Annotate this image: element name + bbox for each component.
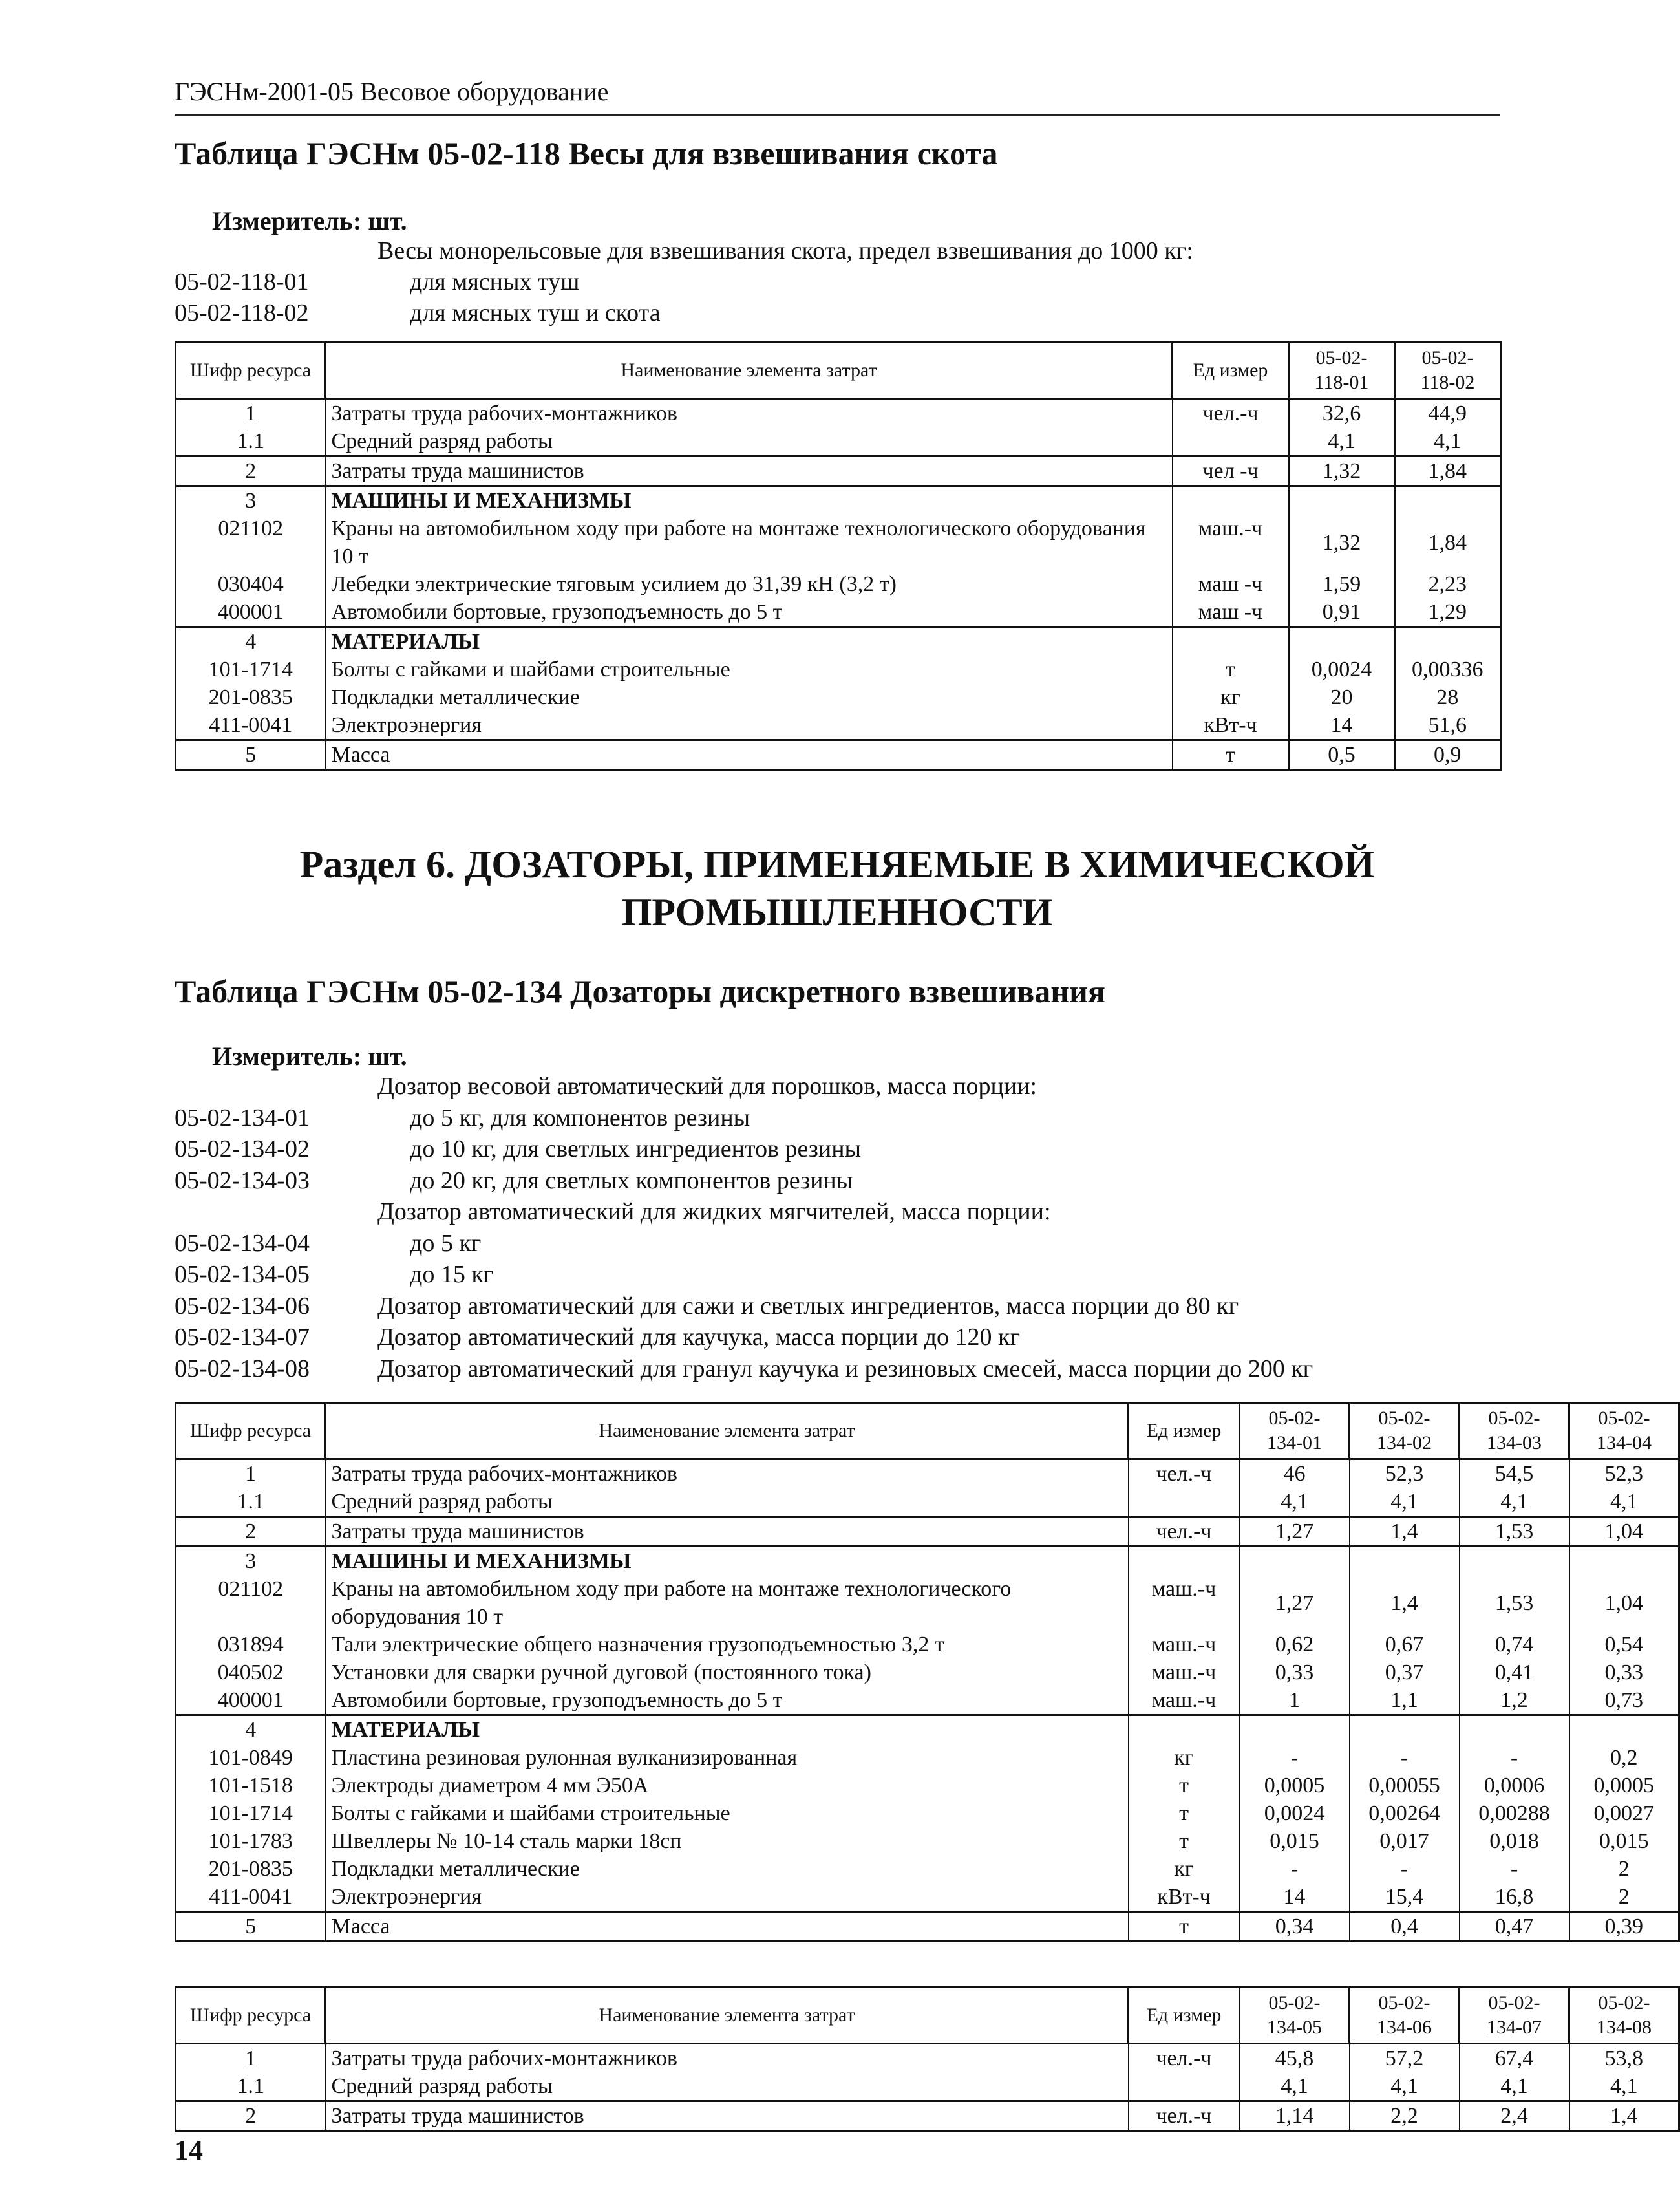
table-row	[176, 1799, 1679, 1827]
norm-value: 1,04	[1569, 1575, 1679, 1631]
norm-value: 0,62	[1240, 1631, 1350, 1658]
table-row	[176, 1772, 1679, 1799]
norm-value	[1395, 486, 1501, 515]
norm-value: 1,1	[1350, 1686, 1460, 1715]
resource-code: 021102	[176, 515, 326, 570]
table-row	[176, 1517, 1679, 1547]
row-group	[176, 2044, 1679, 2101]
norm-value: -	[1240, 1744, 1350, 1772]
column-header: 05-02- 134-08	[1569, 1988, 1679, 2044]
norm-value: -	[1350, 1855, 1460, 1883]
section-title	[175, 841, 1500, 936]
norm-value	[1460, 1547, 1569, 1576]
norm-value: 2,2	[1350, 2101, 1460, 2131]
resource-code: 4	[176, 627, 326, 656]
column-header: 05-02- 134-05	[1240, 1988, 1350, 2044]
resource-code: 1	[176, 1459, 326, 1488]
column-header: 05-02- 134-03	[1460, 1403, 1569, 1459]
norm-value: 1,59	[1289, 570, 1395, 598]
norm-value: 0,00055	[1350, 1772, 1460, 1799]
spec-text: до 20 кг, для светлых компонентов резины	[410, 1166, 853, 1194]
resource-code: 4	[176, 1715, 326, 1744]
column-header: 05-02- 118-02	[1395, 343, 1501, 399]
table-row	[176, 1488, 1679, 1517]
unit-of-measure	[1173, 427, 1289, 456]
norm-value: -	[1350, 1744, 1460, 1772]
norm-value: 0,0024	[1289, 656, 1395, 683]
norm-value: 20	[1289, 683, 1395, 711]
resource-code: 1.1	[176, 1488, 326, 1517]
norm-value: 0,39	[1569, 1912, 1679, 1942]
cost-element-name: Болты с гайками и шайбами строительные	[326, 1799, 1129, 1827]
cost-element-name: Автомобили бортовые, грузоподъемность до 5 т	[326, 598, 1173, 627]
norm-value: 0,37	[1350, 1658, 1460, 1686]
norm-value: 1,14	[1240, 2101, 1350, 2131]
spec-text: до 5 кг, для компонентов резины	[410, 1104, 750, 1132]
norm-value: 0,0006	[1460, 1772, 1569, 1799]
norm-value: 45,8	[1240, 2044, 1350, 2073]
section-title-line: ПРОМЫШЛЕННОСТИ	[621, 891, 1053, 934]
norm-value: 4,1	[1569, 2072, 1679, 2101]
spec-text: Дозатор автоматический для жидких мягчителей, масса порции:	[377, 1198, 1051, 1225]
norm-value: 0,2	[1569, 1744, 1679, 1772]
resource-code: 101-1714	[176, 656, 326, 683]
norm-value: 4,1	[1395, 427, 1501, 456]
table1-title: Таблица ГЭСНм 05-02-118 Весы для взвешивания скота	[175, 135, 998, 171]
unit-of-measure: чел.-ч	[1129, 2101, 1240, 2131]
norm-value: 1,53	[1460, 1517, 1569, 1547]
norm-value: 53,8	[1569, 2044, 1679, 2073]
table-row	[176, 1658, 1679, 1686]
spec-text: до 15 кг	[410, 1261, 494, 1288]
table1-norms	[175, 341, 1502, 771]
norm-value: 0,015	[1240, 1827, 1350, 1855]
table-row	[176, 1912, 1679, 1942]
cost-element-name: Краны на автомобильном ходу при работе на монтаже технологического оборудования 10 т	[326, 1575, 1129, 1631]
table-row	[176, 2044, 1679, 2073]
norm-value: 0,00264	[1350, 1799, 1460, 1827]
row-group	[176, 1517, 1679, 1547]
resource-code: 3	[176, 486, 326, 515]
norm-value: 0,018	[1460, 1827, 1569, 1855]
table-row	[176, 1744, 1679, 1772]
norm-value: 1,4	[1350, 1517, 1460, 1547]
cost-element-name: Электроэнергия	[326, 1883, 1129, 1912]
column-header: 05-02- 134-02	[1350, 1403, 1460, 1459]
spec-text: до 10 кг, для светлых ингредиентов резины	[410, 1135, 862, 1163]
spec-text: Дозатор автоматический для каучука, масса порции до 120 кг	[377, 1324, 1021, 1351]
resource-code: 101-1714	[176, 1799, 326, 1827]
running-head: ГЭСНм-2001-05 Весовое оборудование	[175, 77, 609, 106]
norm-value	[1240, 1547, 1350, 1576]
norm-value	[1569, 1715, 1679, 1744]
resource-code: 201-0835	[176, 683, 326, 711]
spec-code: 05-02-134-02	[175, 1135, 310, 1163]
table-row	[176, 711, 1501, 740]
norm-value: 0,4	[1350, 1912, 1460, 1942]
spec-text: Дозатор автоматический для сажи и светлых ингредиентов, масса порции до 80 кг	[377, 1292, 1239, 1320]
norm-value: 0,67	[1350, 1631, 1460, 1658]
norm-value: 0,017	[1350, 1827, 1460, 1855]
unit-of-measure	[1173, 627, 1289, 656]
table-row	[176, 656, 1501, 683]
unit-of-measure: кг	[1129, 1855, 1240, 1883]
row-group	[176, 1912, 1679, 1942]
norm-value: 0,74	[1460, 1631, 1569, 1658]
group-heading: МАШИНЫ И МЕХАНИЗМЫ	[326, 486, 1173, 515]
column-header: 05-02- 134-04	[1569, 1403, 1679, 1459]
norm-value: 44,9	[1395, 399, 1501, 428]
table-row	[176, 683, 1501, 711]
resource-code: 1.1	[176, 427, 326, 456]
norm-value: 1,53	[1460, 1575, 1569, 1631]
group-heading: МАТЕРИАЛЫ	[326, 1715, 1129, 1744]
row-group	[176, 740, 1501, 770]
norm-value: 54,5	[1460, 1459, 1569, 1488]
table-row	[176, 1827, 1679, 1855]
norm-value: 4,1	[1460, 2072, 1569, 2101]
unit-of-measure: т	[1173, 656, 1289, 683]
norm-value: 0,5	[1289, 740, 1395, 770]
unit-of-measure: т	[1129, 1772, 1240, 1799]
column-header: 05-02- 118-01	[1289, 343, 1395, 399]
spec-text: Дозатор весовой автоматический для порошков, масса порции:	[377, 1073, 1037, 1100]
norm-value	[1350, 1715, 1460, 1744]
norm-value	[1350, 1547, 1460, 1576]
unit-of-measure: чел -ч	[1173, 456, 1289, 486]
norm-value: 0,0005	[1569, 1772, 1679, 1799]
table-row	[176, 486, 1501, 515]
resource-code: 5	[176, 740, 326, 770]
unit-of-measure	[1129, 2072, 1240, 2101]
unit-of-measure	[1129, 1547, 1240, 1576]
norm-value: -	[1460, 1855, 1569, 1883]
table-row	[176, 570, 1501, 598]
norm-value: 0,47	[1460, 1912, 1569, 1942]
unit-of-measure: чел.-ч	[1129, 2044, 1240, 2073]
unit-of-measure: т	[1173, 740, 1289, 770]
cost-element-name: Затраты труда машинистов	[326, 1517, 1129, 1547]
page-number: 14	[175, 2134, 203, 2166]
row-group	[176, 1715, 1679, 1912]
group-heading: МАШИНЫ И МЕХАНИЗМЫ	[326, 1547, 1129, 1576]
table-row	[176, 598, 1501, 627]
column-header: Ед измер	[1129, 1403, 1240, 1459]
table-row	[176, 515, 1501, 570]
norm-value: 0,34	[1240, 1912, 1350, 1942]
column-header: Ед измер	[1173, 343, 1289, 399]
unit-of-measure	[1129, 1488, 1240, 1517]
spec-code: 05-02-134-06	[175, 1292, 310, 1320]
column-header: Шифр ресурса	[176, 343, 326, 399]
cost-element-name: Затраты труда машинистов	[326, 2101, 1129, 2131]
unit-of-measure: кВт-ч	[1173, 711, 1289, 740]
norm-value: 51,6	[1395, 711, 1501, 740]
norm-value: 1,84	[1395, 456, 1501, 486]
norm-value	[1569, 1547, 1679, 1576]
column-header: Ед измер	[1129, 1988, 1240, 2044]
resource-code: 1	[176, 399, 326, 428]
norm-value: 0,9	[1395, 740, 1501, 770]
unit-of-measure: т	[1129, 1827, 1240, 1855]
unit-of-measure: кг	[1173, 683, 1289, 711]
resource-code: 031894	[176, 1631, 326, 1658]
resource-code: 2	[176, 2101, 326, 2131]
norm-value: 1,27	[1240, 1575, 1350, 1631]
resource-code: 1.1	[176, 2072, 326, 2101]
norm-value: 4,1	[1350, 2072, 1460, 2101]
norm-value: 28	[1395, 683, 1501, 711]
row-group	[176, 1459, 1679, 1517]
norm-value	[1289, 627, 1395, 656]
norm-value: 0,41	[1460, 1658, 1569, 1686]
cost-element-name: Тали электрические общего назначения грузоподъемностью 3,2 т	[326, 1631, 1129, 1658]
cost-element-name: Лебедки электрические тяговым усилием до 31,39 кН (3,2 т)	[326, 570, 1173, 598]
table-row	[176, 740, 1501, 770]
resource-code: 411-0041	[176, 711, 326, 740]
unit-of-measure: чел.-ч	[1129, 1517, 1240, 1547]
norm-value	[1395, 627, 1501, 656]
norm-value: 0,91	[1289, 598, 1395, 627]
resource-code: 101-1518	[176, 1772, 326, 1799]
norm-value	[1460, 1715, 1569, 1744]
norm-value: 1,04	[1569, 1517, 1679, 1547]
cost-element-name: Подкладки металлические	[326, 1855, 1129, 1883]
resource-code: 3	[176, 1547, 326, 1576]
cost-element-name: Электроды диаметром 4 мм Э50А	[326, 1772, 1129, 1799]
meter-label: Измеритель:	[212, 1042, 362, 1071]
cost-element-name: Подкладки металлические	[326, 683, 1173, 711]
spec-code: 05-02-134-01	[175, 1104, 310, 1132]
spec-code: 05-02-118-02	[175, 299, 309, 327]
resource-code: 021102	[176, 1575, 326, 1631]
cost-element-name: Краны на автомобильном ходу при работе на монтаже технологического оборудования 10 т	[326, 515, 1173, 570]
unit-of-measure: маш.-ч	[1129, 1575, 1240, 1631]
norm-value: 14	[1240, 1883, 1350, 1912]
norm-value: 0,54	[1569, 1631, 1679, 1658]
norm-value: 0,0027	[1569, 1799, 1679, 1827]
norm-value: 0,0024	[1240, 1799, 1350, 1827]
unit-of-measure: маш -ч	[1173, 598, 1289, 627]
row-group	[176, 486, 1501, 627]
norm-value: 1,2	[1460, 1686, 1569, 1715]
resource-code: 040502	[176, 1658, 326, 1686]
unit-of-measure: т	[1129, 1799, 1240, 1827]
resource-code: 400001	[176, 598, 326, 627]
table-row	[176, 1631, 1679, 1658]
cost-element-name: Затраты труда рабочих-монтажников	[326, 1459, 1129, 1488]
table-row	[176, 2101, 1679, 2131]
cost-element-name: Средний разряд работы	[326, 1488, 1129, 1517]
spec-text: Дозатор автоматический для гранул каучука и резиновых смесей, масса порции до 200 кг	[377, 1355, 1313, 1382]
header-row	[176, 343, 1501, 399]
spec-code: 05-02-134-05	[175, 1261, 310, 1288]
norm-value: 1,27	[1240, 1517, 1350, 1547]
column-header: Наименование элемента затрат	[326, 1403, 1129, 1459]
cost-element-name: Пластина резиновая рулонная вулканизированная	[326, 1744, 1129, 1772]
resource-code: 030404	[176, 570, 326, 598]
cost-element-name: Затраты труда рабочих-монтажников	[326, 399, 1173, 428]
column-header: Наименование элемента затрат	[326, 1988, 1129, 2044]
norm-value: 4,1	[1240, 1488, 1350, 1517]
table-row	[176, 1855, 1679, 1883]
norm-value: 4,1	[1240, 2072, 1350, 2101]
norm-value: 14	[1289, 711, 1395, 740]
norm-value: 1,29	[1395, 598, 1501, 627]
norm-value: 1,4	[1350, 1575, 1460, 1631]
column-header: Наименование элемента затрат	[326, 343, 1173, 399]
table-row	[176, 1715, 1679, 1744]
norm-value: 0,0005	[1240, 1772, 1350, 1799]
row-group	[176, 456, 1501, 486]
norm-value: 1	[1240, 1686, 1350, 1715]
cost-element-name: Электроэнергия	[326, 711, 1173, 740]
cost-element-name: Средний разряд работы	[326, 2072, 1129, 2101]
norm-value: -	[1240, 1855, 1350, 1883]
cost-element-name: Автомобили бортовые, грузоподъемность до 5 т	[326, 1686, 1129, 1715]
norm-value: 16,8	[1460, 1883, 1569, 1912]
norm-value: 0,00336	[1395, 656, 1501, 683]
spec-text: для мясных туш и скота	[410, 299, 661, 327]
table-row	[176, 1459, 1679, 1488]
group-heading: МАТЕРИАЛЫ	[326, 627, 1173, 656]
spec-code: 05-02-134-08	[175, 1355, 310, 1382]
resource-code: 2	[176, 1517, 326, 1547]
unit-of-measure	[1173, 486, 1289, 515]
meter-value: шт.	[368, 1042, 407, 1071]
norm-value: 46	[1240, 1459, 1350, 1488]
unit-of-measure: кВт-ч	[1129, 1883, 1240, 1912]
resource-code: 101-0849	[176, 1744, 326, 1772]
cost-element-name: Затраты труда рабочих-монтажников	[326, 2044, 1129, 2073]
norm-value	[1289, 486, 1395, 515]
unit-of-measure: маш.-ч	[1173, 515, 1289, 570]
cost-element-name: Масса	[326, 740, 1173, 770]
unit-of-measure: маш.-ч	[1129, 1631, 1240, 1658]
resource-code: 1	[176, 2044, 326, 2073]
unit-of-measure: чел.-ч	[1129, 1459, 1240, 1488]
norm-value: 2	[1569, 1855, 1679, 1883]
resource-code: 101-1783	[176, 1827, 326, 1855]
table-row	[176, 456, 1501, 486]
table-row	[176, 1883, 1679, 1912]
norm-value: 1,84	[1395, 515, 1501, 570]
unit-of-measure: маш -ч	[1173, 570, 1289, 598]
norm-value: 2,23	[1395, 570, 1501, 598]
row-group	[176, 399, 1501, 456]
cost-element-name: Болты с гайками и шайбами строительные	[326, 656, 1173, 683]
cost-element-name: Установки для сварки ручной дуговой (постоянного тока)	[326, 1658, 1129, 1686]
table2-meter	[212, 1041, 407, 1071]
table-row	[176, 1575, 1679, 1631]
resource-code: 2	[176, 456, 326, 486]
spec-code: 05-02-134-04	[175, 1229, 310, 1257]
spec-code: 05-02-118-01	[175, 268, 309, 295]
table3-norms	[175, 1986, 1680, 2132]
table2-norms	[175, 1402, 1680, 1942]
column-header: 05-02- 134-01	[1240, 1403, 1350, 1459]
table1-description: Весы монорельсовые для взвешивания скота, предел взвешивания до 1000 кг:	[377, 237, 1193, 264]
norm-value: 4,1	[1289, 427, 1395, 456]
column-header: 05-02- 134-06	[1350, 1988, 1460, 2044]
meter-label: Измеритель:	[212, 206, 362, 235]
unit-of-measure: т	[1129, 1912, 1240, 1942]
norm-value: 2,4	[1460, 2101, 1569, 2131]
meter-value: шт.	[368, 206, 407, 235]
section-title-line: Раздел 6. ДОЗАТОРЫ, ПРИМЕНЯЕМЫЕ В ХИМИЧЕСКОЙ	[299, 843, 1375, 886]
cost-element-name: Масса	[326, 1912, 1129, 1942]
norm-value: 52,3	[1569, 1459, 1679, 1488]
table1-meter	[212, 206, 407, 236]
table-row	[176, 1547, 1679, 1576]
unit-of-measure: кг	[1129, 1744, 1240, 1772]
resource-code: 5	[176, 1912, 326, 1942]
table-row	[176, 627, 1501, 656]
norm-value: 0,00288	[1460, 1799, 1569, 1827]
spec-code: 05-02-134-03	[175, 1166, 310, 1194]
spec-code: 05-02-134-07	[175, 1324, 310, 1351]
table-row	[176, 399, 1501, 428]
norm-value: 4,1	[1460, 1488, 1569, 1517]
column-header: Шифр ресурса	[176, 1403, 326, 1459]
norm-value: 1,32	[1289, 456, 1395, 486]
unit-of-measure: маш.-ч	[1129, 1658, 1240, 1686]
norm-value: 32,6	[1289, 399, 1395, 428]
norm-value: 15,4	[1350, 1883, 1460, 1912]
norm-value: 2	[1569, 1883, 1679, 1912]
row-group	[176, 627, 1501, 740]
resource-code: 411-0041	[176, 1883, 326, 1912]
norm-value: 67,4	[1460, 2044, 1569, 2073]
table-row	[176, 1686, 1679, 1715]
norm-value: 4,1	[1350, 1488, 1460, 1517]
norm-value: 0,33	[1240, 1658, 1350, 1686]
header-rule	[175, 114, 1500, 116]
resource-code: 201-0835	[176, 1855, 326, 1883]
norm-value	[1240, 1715, 1350, 1744]
norm-value: 0,33	[1569, 1658, 1679, 1686]
row-group	[176, 2101, 1679, 2131]
spec-text: для мясных туш	[410, 268, 580, 295]
cost-element-name: Средний разряд работы	[326, 427, 1173, 456]
cost-element-name: Швеллеры № 10-14 сталь марки 18сп	[326, 1827, 1129, 1855]
resource-code: 400001	[176, 1686, 326, 1715]
norm-value: 1,32	[1289, 515, 1395, 570]
unit-of-measure	[1129, 1715, 1240, 1744]
table2-title: Таблица ГЭСНм 05-02-134 Дозаторы дискретного взвешивания	[175, 973, 1105, 1009]
spec-text: до 5 кг	[410, 1229, 482, 1257]
norm-value: 4,1	[1569, 1488, 1679, 1517]
norm-value: 0,015	[1569, 1827, 1679, 1855]
unit-of-measure: чел.-ч	[1173, 399, 1289, 428]
norm-value: 0,73	[1569, 1686, 1679, 1715]
cost-element-name: Затраты труда машинистов	[326, 456, 1173, 486]
table-row	[176, 2072, 1679, 2101]
norm-value: -	[1460, 1744, 1569, 1772]
table-row	[176, 427, 1501, 456]
norm-value: 1,4	[1569, 2101, 1679, 2131]
row-group	[176, 1547, 1679, 1715]
norm-value: 52,3	[1350, 1459, 1460, 1488]
column-header: 05-02- 134-07	[1460, 1988, 1569, 2044]
column-header: Шифр ресурса	[176, 1988, 326, 2044]
unit-of-measure: маш.-ч	[1129, 1686, 1240, 1715]
header-row	[176, 1988, 1679, 2044]
header-row	[176, 1403, 1679, 1459]
norm-value: 57,2	[1350, 2044, 1460, 2073]
